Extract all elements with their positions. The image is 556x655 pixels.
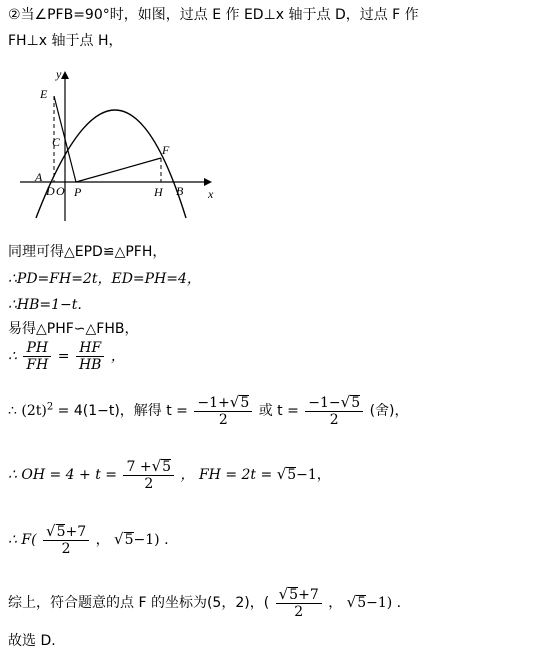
fraction-numerator: PH xyxy=(23,340,51,357)
step-hb: ∴HB=1−t. xyxy=(8,297,82,313)
expression-tail: −1， xyxy=(296,467,331,483)
equation-lhs: ∴ OH = 4 + t = xyxy=(8,467,118,483)
equation-middle: ， FH = 2t = xyxy=(180,467,273,483)
label-D: D xyxy=(46,184,55,198)
fraction-numerator: 7 +√5 xyxy=(123,458,174,476)
radicand: 5 xyxy=(357,595,367,611)
label-H: H xyxy=(154,185,163,199)
exponent: 2 xyxy=(46,401,54,413)
numerator-suffix: +7 xyxy=(65,524,87,540)
label-P: P xyxy=(74,185,82,199)
fraction-ph-fh xyxy=(23,340,51,373)
parabola-figure xyxy=(14,66,224,226)
step-ratio xyxy=(8,340,125,373)
numerator-suffix: +7 xyxy=(298,587,319,603)
oh-value xyxy=(123,458,174,492)
y-axis-arrow xyxy=(61,71,69,79)
fraction-denominator: HB xyxy=(78,357,102,373)
numerator-prefix: −1− xyxy=(308,395,341,411)
radicand: 5 xyxy=(289,587,299,603)
f-x-coordinate xyxy=(43,523,89,557)
intro-line-2: FH⊥x 轴于点 H， xyxy=(8,33,123,49)
parabola xyxy=(36,110,186,218)
sqrt-expression: √5−1， xyxy=(276,465,331,483)
fraction-denominator: 2 xyxy=(294,604,304,620)
label-y: y xyxy=(56,67,62,81)
radicand: 5 xyxy=(56,524,66,540)
step-oh-fh xyxy=(8,458,331,492)
label-C: C xyxy=(52,135,61,149)
step-solve-t xyxy=(8,394,409,428)
fraction-numerator: −1−√5 xyxy=(305,394,363,412)
point-prefix: ∴ F( xyxy=(8,532,37,548)
f-x-coordinate xyxy=(276,586,322,620)
comma: ， xyxy=(110,348,125,365)
label-B: B xyxy=(176,184,184,198)
equals-sign: = xyxy=(57,348,70,365)
segment-PF xyxy=(76,158,161,182)
fraction-numerator: −1+√5 xyxy=(194,394,252,412)
intro-line-1: ②当∠PFB=90°时，如图，过点 E 作 ED⊥x 轴于点 D，过点 F 作 xyxy=(8,7,419,23)
f-y-coordinate: √5−1) . xyxy=(346,593,402,611)
or-text: 或 t = xyxy=(258,403,299,419)
label-A: A xyxy=(35,170,43,184)
label-O: O xyxy=(56,184,65,198)
root-negative xyxy=(305,394,363,428)
comma: ， xyxy=(328,595,343,611)
f-y-coordinate: √5−1) . xyxy=(114,530,169,548)
radicand: 5 xyxy=(287,467,297,483)
fraction-denominator: 2 xyxy=(61,541,71,557)
label-F: F xyxy=(162,143,170,157)
label-x: x xyxy=(208,187,214,201)
fraction-denominator: FH xyxy=(26,357,49,373)
numerator-prefix: 7 + xyxy=(126,459,152,475)
conclusion-text: 综上，符合题意的点 F 的坐标为(5，2)，( xyxy=(8,595,270,611)
fraction-numerator: √5+7 xyxy=(43,523,89,541)
radicand: 5 xyxy=(240,395,250,411)
fraction-denominator: 2 xyxy=(329,412,339,428)
root-positive xyxy=(194,394,252,428)
therefore-sign: ∴ xyxy=(8,348,17,365)
x-axis-arrow xyxy=(204,178,212,186)
expression-tail: −1) . xyxy=(366,595,402,611)
step-pd-fh: ∴PD=FH=2t，ED=PH=4， xyxy=(8,271,201,287)
expression-tail: −1) . xyxy=(133,532,169,548)
step-congruent: 同理可得△EPD≌△PFH， xyxy=(8,244,167,260)
fraction-denominator: 2 xyxy=(144,476,154,492)
fraction-denominator: 2 xyxy=(218,412,228,428)
comma: ， xyxy=(95,532,110,548)
fraction-hf-hb xyxy=(76,340,105,373)
numerator-prefix: −1+ xyxy=(197,395,230,411)
step-conclusion xyxy=(8,586,401,620)
step-point-f xyxy=(8,523,169,557)
equation-lhs: ∴ (2t) xyxy=(8,403,47,419)
step-similar: 易得△PHF∽△FHB， xyxy=(8,321,139,337)
answer-line: 故选 D. xyxy=(8,633,56,649)
fraction-numerator: HF xyxy=(76,340,105,357)
radicand: 5 xyxy=(351,395,361,411)
discard-note: (舍)， xyxy=(369,403,409,419)
radicand: 5 xyxy=(162,459,172,475)
fraction-numerator: √5+7 xyxy=(276,586,322,604)
radicand: 5 xyxy=(124,532,134,548)
label-E: E xyxy=(40,87,48,101)
equation-middle: = 4(1−t)，解得 t = xyxy=(57,403,188,419)
